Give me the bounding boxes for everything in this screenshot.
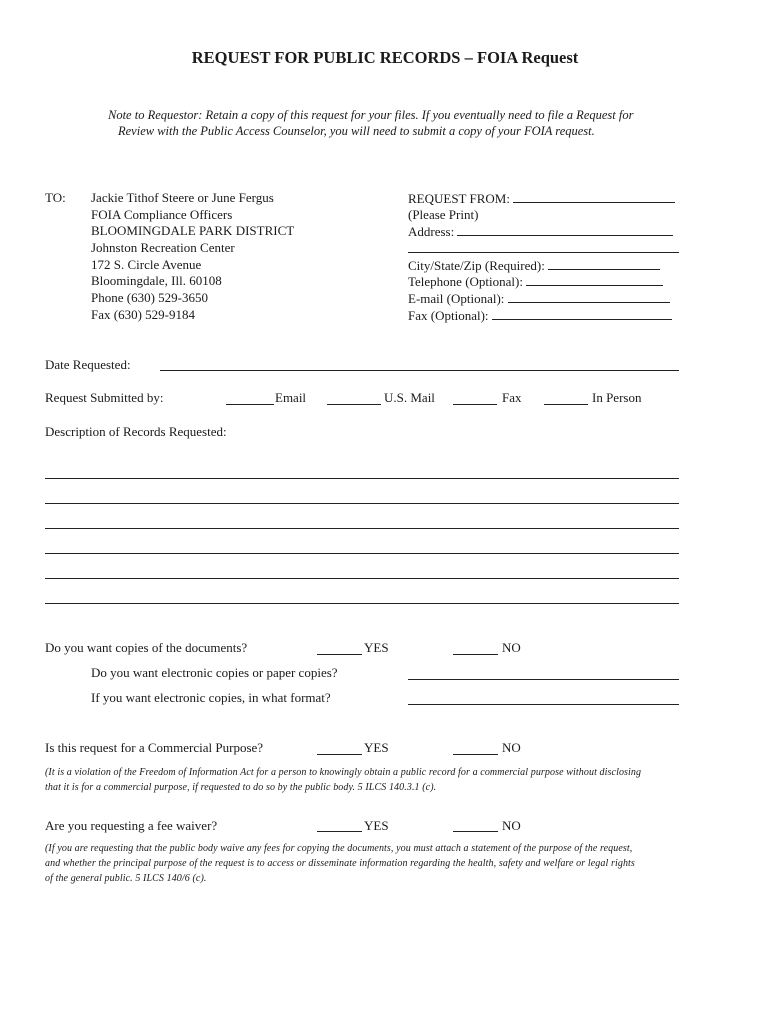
copies-no-label: NO — [502, 640, 521, 655]
waiver-yes-blank[interactable] — [317, 831, 362, 832]
telephone-field[interactable] — [526, 273, 663, 286]
to-line: 172 S. Circle Avenue — [91, 256, 202, 272]
requestor-note — [108, 107, 718, 139]
waiver-no-label: NO — [502, 818, 521, 833]
waiver-note-line-1: (If you are requesting that the public body waive any fees for copying the documents, you must attach a statement of the purpose of the request, — [45, 843, 633, 854]
commercial-no-label: NO — [502, 740, 521, 755]
submitted-by-label: Request Submitted by: — [45, 390, 164, 405]
in-person-option-blank[interactable] — [544, 404, 588, 405]
to-line: Fax (630) 529-9184 — [91, 306, 195, 322]
to-address-block — [91, 190, 294, 324]
date-requested-field[interactable] — [160, 370, 679, 371]
copies-no-blank[interactable] — [453, 654, 498, 655]
waiver-note-line-3: of the general public. 5 ILCS 140/6 (c). — [45, 873, 207, 884]
commercial-question: Is this request for a Commercial Purpose? — [45, 740, 264, 755]
electronic-or-paper-field[interactable] — [408, 679, 679, 680]
mail-option-blank[interactable] — [327, 404, 381, 405]
commercial-yes-blank[interactable] — [317, 754, 362, 755]
description-label: Description of Records Requested: — [45, 424, 227, 439]
description-line[interactable] — [45, 603, 679, 604]
fee-waiver-question: Are you requesting a fee waiver? — [45, 818, 218, 833]
waiver-note-line-2: and whether the principal purpose of the request is to access or disseminate information regarding the health, safety and welfare or legal rights — [45, 858, 635, 869]
to-line: Jackie Tithof Steere or June Fergus — [91, 190, 274, 205]
request-from-block — [408, 190, 679, 324]
note-line-1: Note to Requestor: Retain a copy of this request for your files. If you eventually need to file a Request for — [108, 108, 634, 122]
date-requested-label: Date Requested: — [45, 357, 131, 372]
email-option-blank[interactable] — [226, 404, 274, 405]
to-line: Phone (630) 529-3650 — [91, 290, 208, 306]
email-option-label: Email — [275, 390, 307, 405]
commercial-no-blank[interactable] — [453, 754, 498, 755]
mail-option-label: U.S. Mail — [384, 390, 435, 405]
email-field[interactable] — [508, 290, 670, 303]
to-line: FOIA Compliance Officers — [91, 206, 233, 222]
address-field-line-2[interactable] — [408, 240, 679, 253]
fee-waiver-note — [45, 841, 735, 886]
format-question: If you want electronic copies, in what format? — [91, 690, 331, 705]
request-from-label: REQUEST FROM: — [408, 191, 510, 206]
telephone-label: Telephone (Optional): — [408, 274, 523, 290]
description-line[interactable] — [45, 553, 679, 554]
note-line-2: Review with the Public Access Counselor, you will need to submit a copy of your FOIA request. — [118, 124, 595, 138]
fax-option-blank[interactable] — [453, 404, 497, 405]
description-line[interactable] — [45, 528, 679, 529]
city-state-zip-field[interactable] — [548, 257, 660, 270]
description-line[interactable] — [45, 578, 679, 579]
commercial-yes-label: YES — [364, 740, 389, 755]
commercial-note-line-1: (It is a violation of the Freedom of Information Act for a person to knowingly obtain a public record for a commercial purpose without disclosing — [45, 767, 642, 778]
page-title: REQUEST FOR PUBLIC RECORDS – FOIA Request — [191, 48, 579, 67]
waiver-no-blank[interactable] — [453, 831, 498, 832]
waiver-yes-label: YES — [364, 818, 389, 833]
copies-yes-blank[interactable] — [317, 654, 362, 655]
description-line[interactable] — [45, 503, 679, 504]
email-label: E-mail (Optional): — [408, 291, 505, 307]
to-line: BLOOMINGDALE PARK DISTRICT — [91, 223, 295, 239]
copies-yes-label: YES — [364, 640, 389, 655]
address-field[interactable] — [457, 223, 673, 236]
please-print-label: (Please Print) — [408, 206, 479, 222]
to-line: Johnston Recreation Center — [91, 240, 235, 256]
commercial-note-line-2: that it is for a commercial purpose, if requested to do so by the public body. 5 ILCS 140.3.1 (c). — [45, 782, 437, 793]
fax-label: Fax (Optional): — [408, 307, 489, 323]
fax-field[interactable] — [492, 307, 672, 320]
format-field[interactable] — [408, 704, 679, 705]
electronic-or-paper-question: Do you want electronic copies or paper copies? — [91, 665, 338, 680]
to-line: Bloomingdale, Ill. 60108 — [91, 273, 222, 289]
commercial-note — [45, 765, 735, 795]
to-label: TO: — [45, 190, 66, 205]
description-line[interactable] — [45, 478, 679, 479]
address-label: Address: — [408, 224, 455, 240]
fax-option-label: Fax — [502, 390, 522, 405]
copies-question: Do you want copies of the documents? — [45, 640, 248, 655]
request-from-field[interactable] — [513, 190, 675, 203]
city-state-zip-label: City/State/Zip (Required): — [408, 257, 545, 273]
in-person-option-label: In Person — [592, 390, 642, 405]
